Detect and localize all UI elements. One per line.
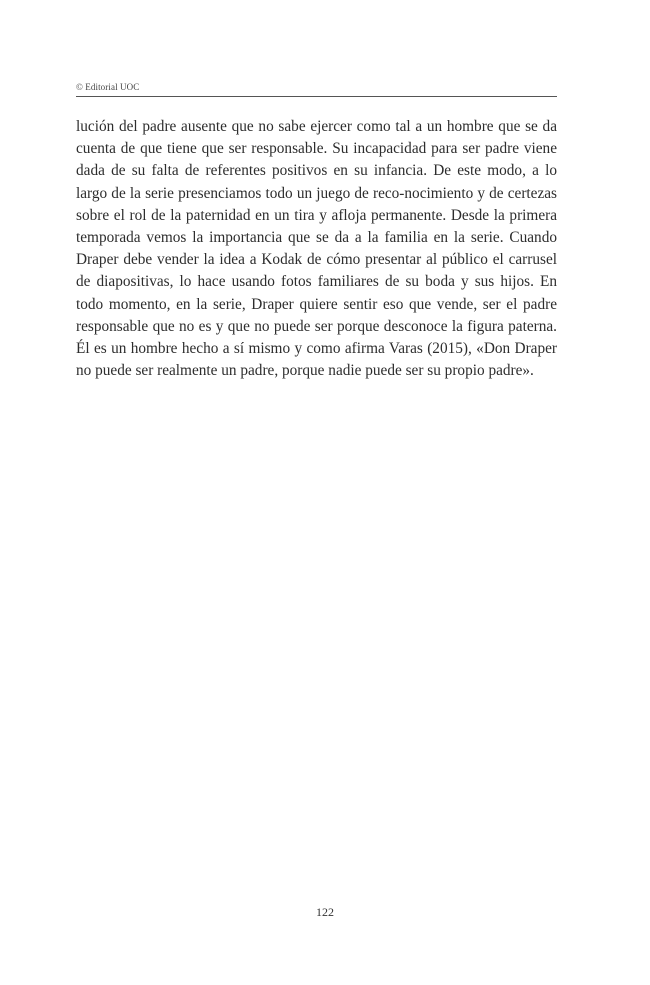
page-number: 122 [316, 905, 334, 919]
body-paragraph: lución del padre ausente que no sabe ejercer como tal a un hombre que se da cuenta de que tiene que ser responsable. Su incapacidad para ser padre viene dada de su falta de referentes positivos en su infancia. De este modo, a lo largo de la serie presenciamos todo un juego de reco-nocimiento y de certezas sobre el rol de la paternidad en un tira y afloja permanente. Desde la primera temporada vemos la importancia que se da a la familia en la serie. Cuando Draper debe vender la idea a Kodak de cómo presentar al público el carrusel de diapositivas, lo hace usando fotos familiares de su boda y sus hijos. En todo momento, en la serie, Draper quiere sentir eso que vende, ser el padre responsable que no es y que no puede ser porque desconoce la figura paterna. Él es un hombre hecho a sí mismo y como afirma Varas (2015), «Don Draper no puede ser realmente un padre, porque nadie puede ser su propio padre». [76, 118, 557, 380]
header-rule [76, 96, 557, 97]
running-header: © Editorial UOC [76, 82, 140, 92]
